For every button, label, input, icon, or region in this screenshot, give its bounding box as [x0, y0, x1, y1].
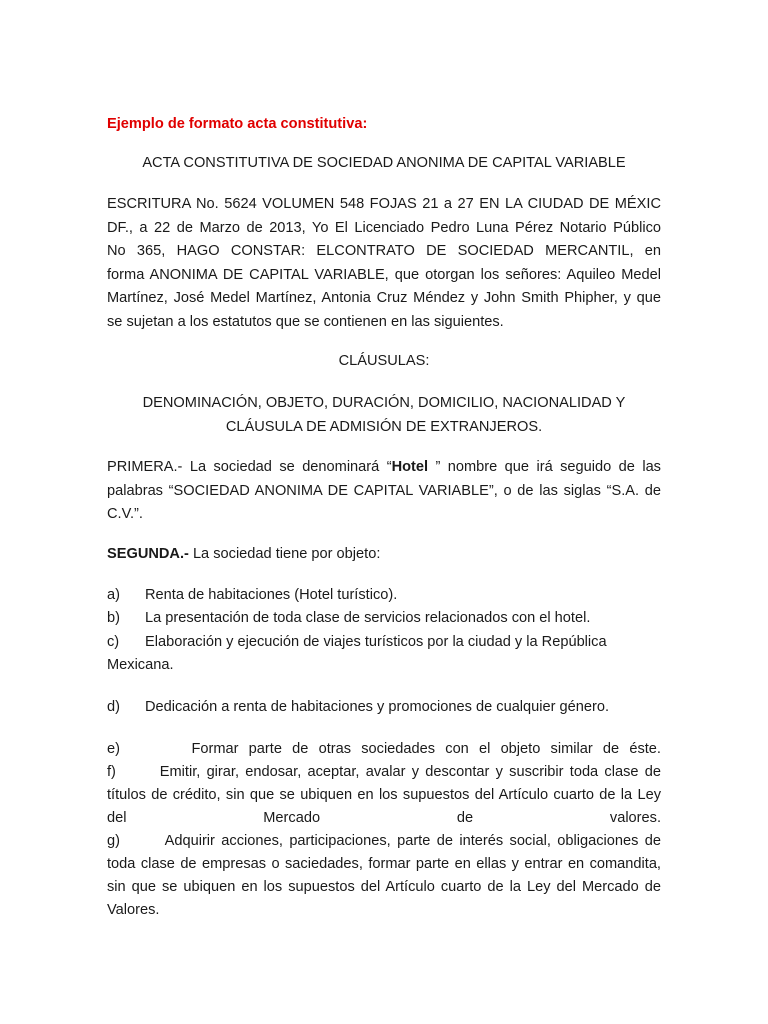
segunda-label: SEGUNDA.- — [107, 546, 189, 562]
list-text: Emitir, girar, endosar, aceptar, avalar y descontar y suscribir toda clase de — [159, 764, 661, 780]
list-marker: b) — [107, 610, 120, 626]
escritura-line: DF., a 22 de Marzo de 2013, Yo El Licenciado Pedro Luna Pérez Notario Público — [107, 219, 661, 236]
escritura-paragraph — [107, 193, 661, 334]
hotel-name: Hotel — [391, 459, 429, 475]
list-item — [107, 696, 609, 720]
escritura-line: No 365, HAGO CONSTAR: ELCONTRATO DE SOCIEDAD MERCANTIL, en — [107, 243, 661, 259]
list-text: Dedicación a renta de habitaciones y promociones de cualquier género. — [145, 699, 610, 715]
list-item-continuation: Valores. — [107, 902, 160, 918]
list-marker: e) — [107, 741, 120, 757]
document-heading: Ejemplo de formato acta constitutiva: — [107, 116, 368, 132]
segunda-clause — [107, 543, 661, 567]
list-text: Adquirir acciones, participaciones, parte de interés social, obligaciones de — [164, 833, 662, 849]
list-marker: d) — [107, 699, 120, 715]
document-title: ACTA CONSTITUTIVA DE SOCIEDAD ANONIMA DE CAPITAL VARIABLE — [142, 155, 626, 171]
primera-line — [107, 456, 661, 480]
denominacion-line: DENOMINACIÓN, OBJETO, DURACIÓN, DOMICILIO, NACIONALIDAD Y — [142, 395, 626, 411]
denominacion-heading — [107, 392, 661, 439]
list-item — [107, 607, 590, 631]
denominacion-line: CLÁUSULA DE ADMISIÓN DE EXTRANJEROS. — [225, 418, 543, 435]
list-item — [107, 761, 661, 785]
list-text: Renta de habitaciones (Hotel turístico). — [145, 587, 398, 603]
escritura-line: Martínez, José Medel Martínez, Antonia Cruz Méndez y John Smith Phipher, y que — [107, 290, 661, 306]
list-item-continuation: sin que se ubiquen en los supuestos del Artículo cuarto de la Ley del Mercado de — [107, 879, 661, 895]
primera-clause — [107, 456, 661, 527]
list-item — [107, 830, 661, 854]
list-item-continuation: títulos de crédito, sin que se ubiquen en los supuestos del Artículo cuarto de la Ley — [107, 787, 661, 803]
escritura-line: forma ANONIMA DE CAPITAL VARIABLE, que otorgan los señores: Aquileo Medel — [107, 266, 661, 283]
list-marker: a) — [107, 587, 120, 603]
list-text: La presentación de toda clase de servicios relacionados con el hotel. — [145, 610, 591, 626]
list-item — [107, 631, 607, 655]
list-text: Formar parte de otras sociedades con el objeto similar de éste. — [191, 741, 661, 757]
escritura-line: se sujetan a los estatutos que se contienen en las siguientes. — [107, 313, 504, 330]
list-item-continuation: toda clase de empresas o saciedades, formar parte en ellas y entrar en comandita, — [107, 856, 661, 872]
primera-line: C.V.”. — [107, 506, 143, 522]
escritura-line: ESCRITURA No. 5624 VOLUMEN 548 FOJAS 21 a 27 EN LA CIUDAD DE MÉXIC — [107, 196, 661, 212]
primera-text: ” nombre que irá seguido de las — [428, 459, 661, 475]
segunda-text: La sociedad tiene por objeto: — [188, 546, 381, 562]
list-item — [107, 584, 397, 608]
list-item-continuation: del Mercado de valores. — [107, 810, 661, 826]
list-item — [107, 738, 661, 762]
list-marker: f) — [107, 764, 116, 780]
list-item-continuation: Mexicana. — [107, 657, 174, 673]
list-text: Elaboración y ejecución de viajes turísticos por la ciudad y la República — [145, 634, 607, 650]
clausulas-title: CLÁUSULAS: — [338, 353, 430, 369]
list-marker: c) — [107, 634, 120, 650]
primera-line: palabras “SOCIEDAD ANONIMA DE CAPITAL VARIABLE”, o de las siglas “S.A. de — [107, 482, 661, 499]
list-marker: g) — [107, 833, 120, 849]
primera-text: PRIMERA.- La sociedad se denominará “ — [107, 459, 392, 475]
